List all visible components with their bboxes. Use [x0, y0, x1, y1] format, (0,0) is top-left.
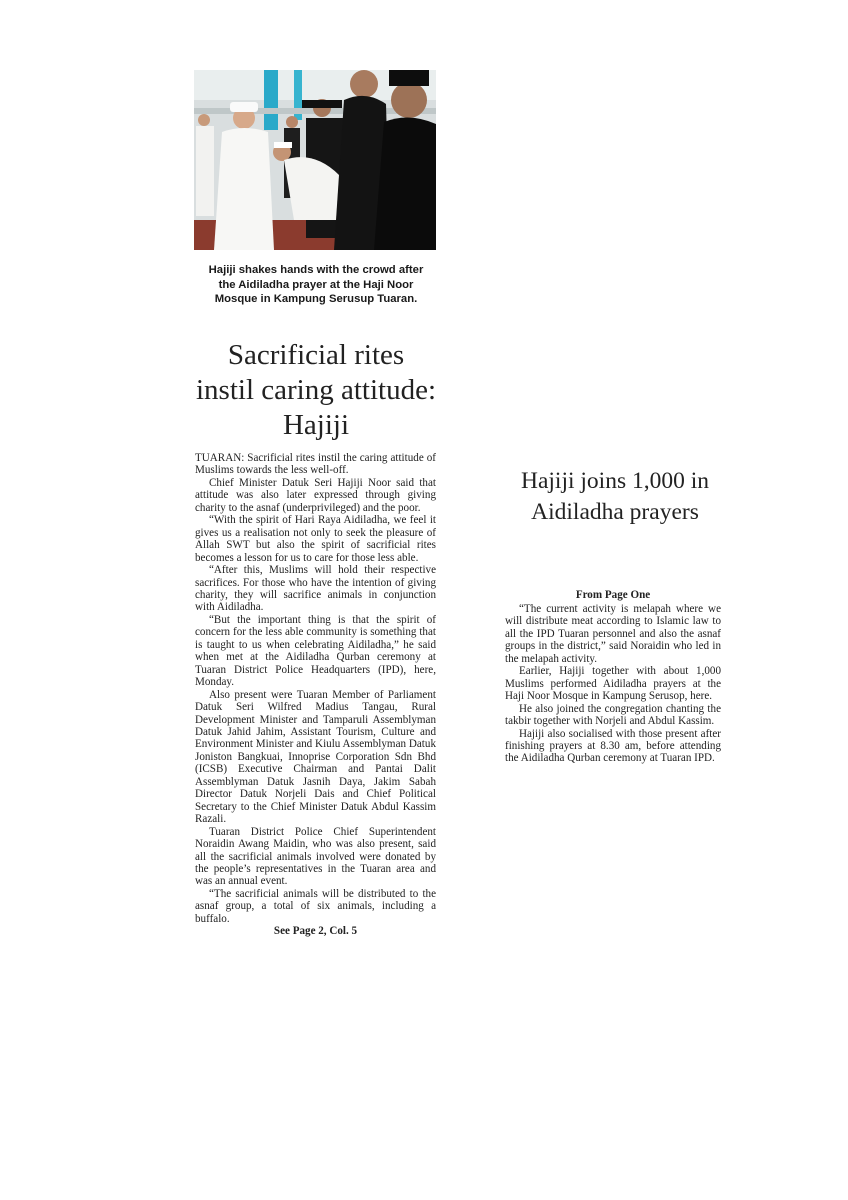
article-paragraph: “The current activity is melapah where we will distribute meat according to Islamic law to all the IPD Tuaran personnel and also the asnaf groups in the district,” said Noraidin who led in the melapah activity. [505, 603, 721, 665]
main-article-body [195, 452, 436, 938]
article-paragraph: “The sacrificial animals will be distributed to the asnaf group, a total of six animals, including a buffalo. [195, 887, 436, 925]
side-article-body [505, 603, 721, 765]
continued-notice: See Page 2, Col. 5 [273, 925, 358, 938]
article-paragraph: He also joined the congregation chanting the takbir together with Norjeli and Abdul Kassim. [505, 702, 721, 728]
article-paragraph: TUARAN: Sacrificial rites instil the caring attitude of Muslims towards the less well-off. [195, 452, 436, 477]
article-paragraph: Tuaran District Police Chief Superintendent Noraidin Awang Maidin, who was also present, said all the sacrificial animals involved were donated by the people’s representatives in the Tuaran area and was an annual event. [195, 825, 436, 888]
article-paragraph: “With the spirit of Hari Raya Aidiladha, we feel it gives us a realisation not only to seek the pleasure of Allah SWT but also the spirit of sacrificial rites becomes a lesson for us to care for those less able. [195, 514, 436, 564]
article-paragraph: “But the important thing is that the spirit of concern for the less able community is something that is taught to us when celebrating Aidiladha,” he said when met at the Aidiladha Qurban ceremony at Tuaran District Police Headquarters (IPD), here, Monday. [195, 613, 436, 689]
continued-from-label: From Page One [575, 589, 651, 601]
photo-caption: Hajiji shakes hands with the crowd after the Aidiladha prayer at the Haji Noor Mosque in Kampung Serusup Tuaran. [208, 264, 424, 306]
article-paragraph: Chief Minister Datuk Seri Hajiji Noor said that attitude was also later expressed through giving charity to the asnaf (underprivileged) and the poor. [195, 476, 436, 514]
article-paragraph: Hajiji also socialised with those present after finishing prayers at 8.30 am, before attending the Aidiladha Qurban ceremony at Tuaran IPD. [505, 727, 721, 765]
article-paragraph: Also present were Tuaran Member of Parliament Datuk Seri Wilfred Madius Tangau, Rural Development Minister and Tamparuli Assemblyman Datuk Jahid Jahim, Assistant Tourism, Culture and Environment Minister and Kiulu Assemblyman Datuk Joniston Bangkuai, Innoprise Corporation Sdn Bhd (ICSB) Executive Chairman and Pantai Dalit Assemblyman Datuk Jasnih Daya, Jakim Sabah Director Datuk Norjeli Dais and Chief Political Secretary to the Chief Minister Datuk Abdul Kassim Razali. [195, 688, 436, 826]
article-paragraph: “After this, Muslims will hold their respective sacrifices. For those who have the intention of giving charity, they will sacrifice animals in conjunction with Aidiladha. [195, 564, 436, 614]
article-photo [194, 70, 436, 250]
article-paragraph: Earlier, Hajiji together with about 1,000 Muslims performed Aidiladha prayers at the Haji Noor Mosque in Kampung Serusop, here. [505, 665, 721, 703]
article-headline: Sacrificial rites instil caring attitude: Hajiji [196, 339, 437, 441]
side-article-headline: Hajiji joins 1,000 in Aidiladha prayers [521, 468, 709, 526]
